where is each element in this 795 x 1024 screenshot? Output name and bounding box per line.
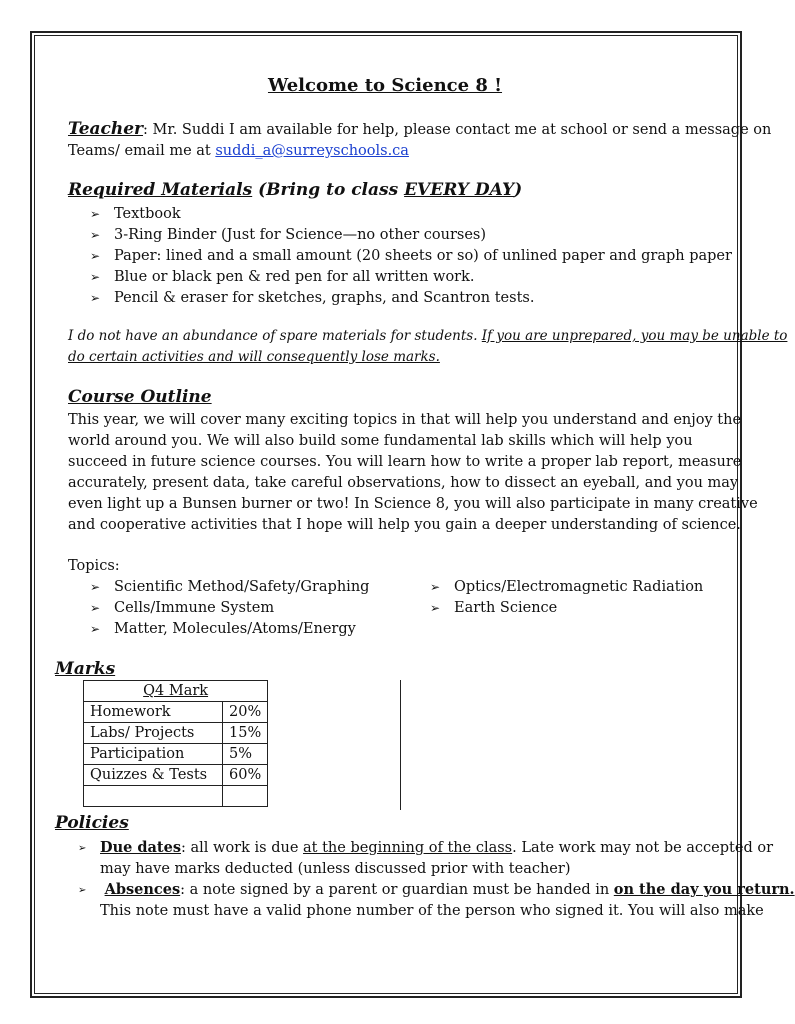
table-row [84,786,268,807]
materials-sub-b: EVERY DAY [404,180,515,200]
policy-due-dates [78,837,773,880]
arrow-bullet-icon: ➢ [90,207,101,221]
absences-text-line-2: This note must have a valid phone number of the person who signed it. You will also make [100,903,764,919]
outline-paragraph [68,410,758,536]
outline-line: This year, we will cover many exciting topics in that will help you understand and enjoy the [68,412,742,428]
materials-list [90,204,732,309]
materials-sub-a: (Bring to class [252,180,405,200]
arrow-bullet-icon: ➢ [78,843,87,854]
marks-table-title: Q4 Mark [84,681,268,702]
teacher-line-2 [68,141,409,162]
arrow-bullet-icon: ➢ [90,228,101,242]
teacher-line-1 [68,119,771,141]
materials-note-line-1 [68,326,787,347]
table-row [84,744,268,765]
list-item: ➢ Paper: lined and a small amount (20 sheets or so) of unlined paper and graph paper [90,246,732,267]
list-item: ➢ Pencil & eraser for sketches, graphs, and Scantron tests. [90,288,732,309]
outline-line: succeed in future science courses. You will learn how to write a proper lab report, measure [68,454,742,470]
outline-line: and cooperative activities that I hope will help you gain a deeper understanding of science. [68,517,741,533]
outline-heading: Course Outline [68,387,212,407]
arrow-bullet-icon: ➢ [90,270,101,284]
table-cell: Participation [84,744,223,765]
outline-line: even light up a Bunsen burner or two! In Science 8, you will also participate in many creative [68,496,758,512]
table-cell: Homework [84,702,223,723]
arrow-bullet-icon: ➢ [90,601,101,615]
table-cell: 60% [223,765,268,786]
arrow-bullet-icon: ➢ [430,601,441,615]
due-text-a: : all work is due [181,840,304,856]
materials-heading-line [68,180,522,200]
due-text-b: at the beginning of the class [303,840,513,856]
divider [400,680,401,810]
topics-list-left [90,577,369,640]
arrow-bullet-icon: ➢ [430,580,441,594]
list-item: ➢ Matter, Molecules/Atoms/Energy [90,619,369,640]
list-item: ➢ 3-Ring Binder (Just for Science—no other courses) [90,225,732,246]
arrow-bullet-icon: ➢ [90,291,101,305]
materials-heading: Required Materials [68,180,253,200]
teacher-text-1: : Mr. Suddi I am available for help, please contact me at school or send a message on [143,122,772,138]
page-title: Welcome to Science 8 ! [267,75,503,96]
list-item: ➢ Textbook [90,204,732,225]
policies-heading: Policies [55,813,129,833]
arrow-bullet-icon: ➢ [90,249,101,263]
materials-note-line-2: do certain activities and will consequently lose marks. [68,349,440,365]
marks-heading: Marks [55,659,116,679]
due-text-line-2: may have marks deducted (unless discussed prior with teacher) [100,861,571,877]
table-cell: 20% [223,702,268,723]
list-item: ➢ Scientific Method/Safety/Graphing [90,577,369,598]
teacher-email-link[interactable]: suddi_a@surreyschools.ca [215,143,409,159]
table-row [84,765,268,786]
arrow-bullet-icon: ➢ [78,885,87,896]
materials-note-b: If you are unprepared, you may be unable to [481,328,788,344]
table-row [84,723,268,744]
arrow-bullet-icon: ➢ [90,580,101,594]
outline-line: world around you. We will also build some fundamental lab skills which will help you [68,433,693,449]
absences-text-a: : a note signed by a parent or guardian must be handed in [180,882,614,898]
arrow-bullet-icon: ➢ [90,622,101,636]
marks-table [83,680,268,807]
topics-list-right [430,577,703,619]
due-text-c: . Late work may not be accepted or [512,840,773,856]
policy-absences [78,879,795,922]
teacher-label: Teacher [68,119,144,139]
list-item: ➢ Optics/Electromagnetic Radiation [430,577,703,598]
table-cell: 15% [223,723,268,744]
table-cell: Labs/ Projects [84,723,223,744]
absences-label: Absences [104,881,181,898]
table-cell [223,786,268,807]
due-dates-label: Due dates [100,839,182,856]
topics-label: Topics: [68,558,120,574]
materials-note-a: I do not have an abundance of spare materials for students. [68,328,482,344]
table-cell: Quizzes & Tests [84,765,223,786]
table-row [84,702,268,723]
teacher-text-2: Teams/ email me at [68,143,216,159]
list-item: ➢ Cells/Immune System [90,598,369,619]
list-item: ➢ Blue or black pen & red pen for all written work. [90,267,732,288]
table-cell: 5% [223,744,268,765]
table-cell [84,786,223,807]
materials-sub-c: ) [514,180,523,200]
absences-text-b: on the day you return. [613,881,795,898]
outline-line: accurately, present data, take careful observations, how to dissect an eyeball, and you may [68,475,739,491]
list-item: ➢ Earth Science [430,598,703,619]
